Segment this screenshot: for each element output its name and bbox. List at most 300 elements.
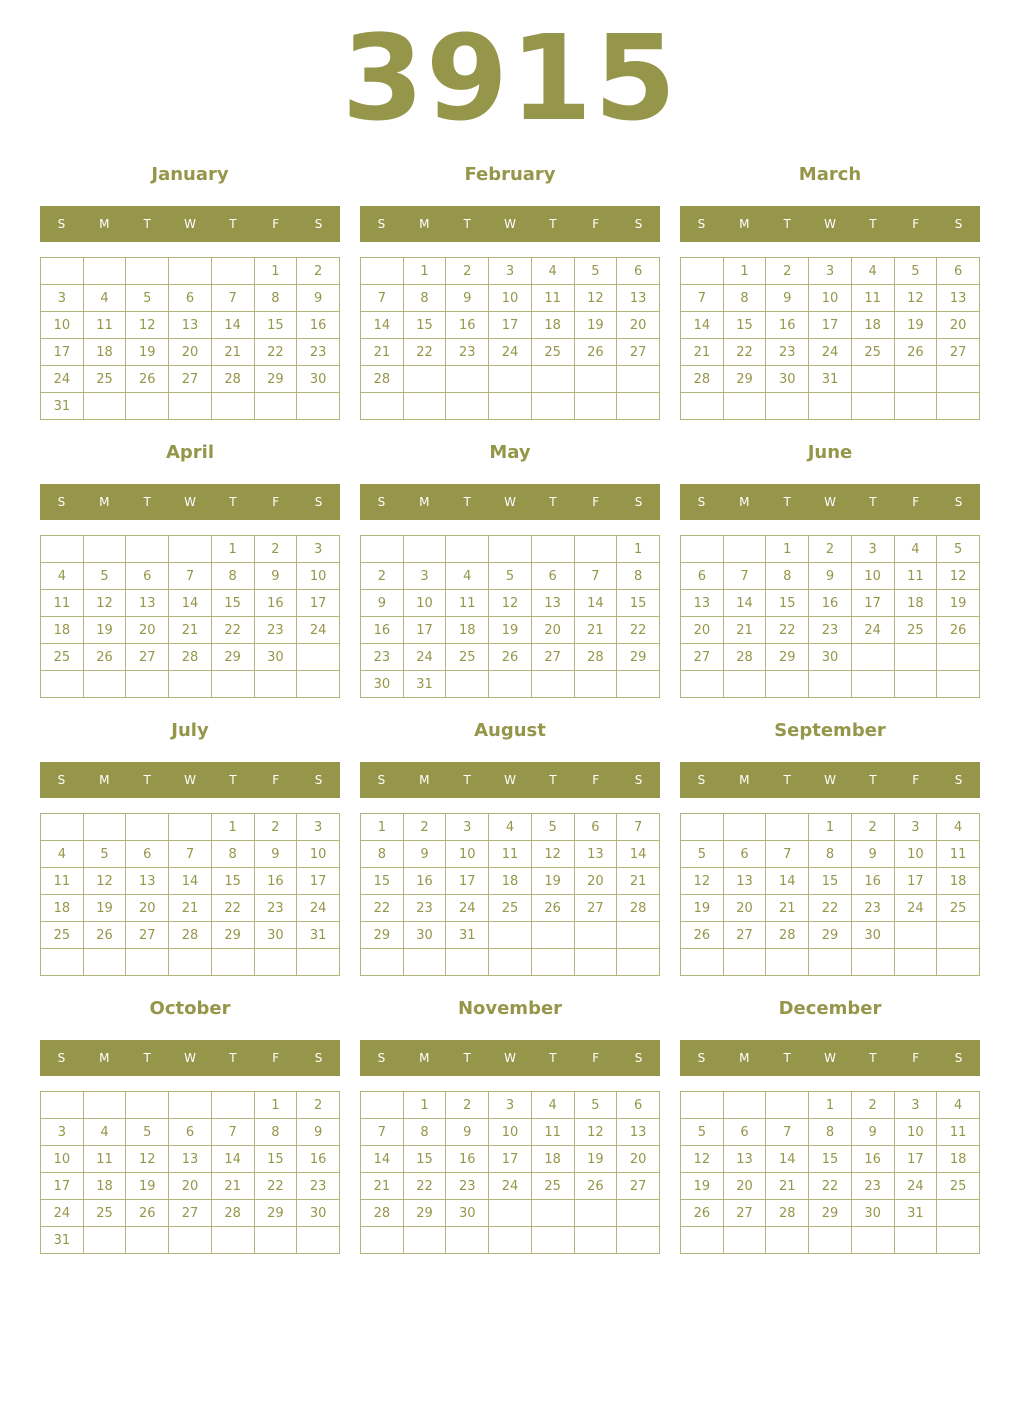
week-row xyxy=(361,285,660,312)
day-cell: 18 xyxy=(489,868,532,895)
day-cell xyxy=(851,949,894,976)
weekday-label: T xyxy=(783,217,791,231)
day-cell xyxy=(809,671,852,698)
day-cell: 12 xyxy=(489,590,532,617)
day-cell: 26 xyxy=(681,922,724,949)
day-cell xyxy=(531,1200,574,1227)
day-cell: 17 xyxy=(851,590,894,617)
week-row xyxy=(361,841,660,868)
day-cell: 8 xyxy=(403,1119,446,1146)
day-cell: 2 xyxy=(809,536,852,563)
day-cell: 6 xyxy=(126,563,169,590)
day-cell xyxy=(766,1227,809,1254)
day-cell xyxy=(403,366,446,393)
day-cell xyxy=(254,949,297,976)
day-cell: 16 xyxy=(766,312,809,339)
month-name: July xyxy=(171,720,209,741)
weekday-header xyxy=(40,484,340,520)
day-cell: 24 xyxy=(297,617,340,644)
day-cell: 24 xyxy=(41,1200,84,1227)
weekday-label: T xyxy=(549,773,557,787)
day-cell xyxy=(211,671,254,698)
day-cell: 3 xyxy=(894,814,937,841)
day-cell: 17 xyxy=(894,1146,937,1173)
day-cell xyxy=(446,366,489,393)
day-cell: 31 xyxy=(894,1200,937,1227)
weekday-label: S xyxy=(697,495,706,509)
day-cell: 1 xyxy=(211,814,254,841)
day-cell: 14 xyxy=(361,1146,404,1173)
weekday-label: T xyxy=(229,495,237,509)
weekday-label: S xyxy=(377,773,386,787)
day-cell: 22 xyxy=(211,895,254,922)
day-cell: 3 xyxy=(297,536,340,563)
day-cell xyxy=(894,922,937,949)
day-cell: 20 xyxy=(574,868,617,895)
day-cell xyxy=(574,393,617,420)
day-cell xyxy=(361,1092,404,1119)
week-row xyxy=(41,1200,340,1227)
day-cell: 14 xyxy=(723,590,766,617)
day-cell: 19 xyxy=(574,1146,617,1173)
day-cell: 7 xyxy=(681,285,724,312)
day-cell xyxy=(83,258,126,285)
day-cell: 30 xyxy=(297,1200,340,1227)
weekday-label: T xyxy=(549,495,557,509)
day-cell xyxy=(169,1092,212,1119)
month-name: February xyxy=(464,164,556,185)
day-cell: 28 xyxy=(169,922,212,949)
day-cell xyxy=(766,671,809,698)
day-cell: 1 xyxy=(211,536,254,563)
day-cell: 5 xyxy=(894,258,937,285)
day-cell: 10 xyxy=(894,1119,937,1146)
day-cell: 25 xyxy=(937,1173,980,1200)
day-cell xyxy=(446,393,489,420)
day-cell xyxy=(489,393,532,420)
day-cell xyxy=(361,258,404,285)
day-cell: 21 xyxy=(211,1173,254,1200)
day-cell: 19 xyxy=(489,617,532,644)
weekday-label: F xyxy=(272,1051,280,1065)
week-row xyxy=(681,285,980,312)
week-row xyxy=(361,814,660,841)
day-cell xyxy=(681,814,724,841)
week-row xyxy=(361,339,660,366)
day-cell: 3 xyxy=(41,1119,84,1146)
day-cell: 2 xyxy=(254,814,297,841)
day-cell: 19 xyxy=(937,590,980,617)
day-cell: 6 xyxy=(169,285,212,312)
day-cell: 17 xyxy=(403,617,446,644)
weekday-label: F xyxy=(592,495,600,509)
day-cell xyxy=(41,949,84,976)
day-cell: 30 xyxy=(446,1200,489,1227)
day-cell: 13 xyxy=(937,285,980,312)
day-cell: 13 xyxy=(723,868,766,895)
day-cell: 28 xyxy=(766,1200,809,1227)
day-cell: 19 xyxy=(574,312,617,339)
weekday-label: W xyxy=(184,1051,196,1065)
day-cell: 21 xyxy=(766,1173,809,1200)
week-row xyxy=(41,814,340,841)
day-cell xyxy=(937,644,980,671)
weekday-label: W xyxy=(504,773,516,787)
day-cell: 19 xyxy=(894,312,937,339)
week-row xyxy=(41,258,340,285)
day-cell: 26 xyxy=(574,339,617,366)
day-cell xyxy=(531,366,574,393)
week-row xyxy=(41,895,340,922)
day-cell: 6 xyxy=(126,841,169,868)
day-cell xyxy=(851,1227,894,1254)
day-grid xyxy=(680,813,980,976)
day-cell xyxy=(531,1227,574,1254)
week-row xyxy=(361,590,660,617)
day-cell: 30 xyxy=(809,644,852,671)
weekday-label: W xyxy=(184,217,196,231)
day-cell: 30 xyxy=(851,922,894,949)
day-cell xyxy=(809,1227,852,1254)
day-cell: 8 xyxy=(211,841,254,868)
day-cell: 7 xyxy=(169,563,212,590)
day-cell: 5 xyxy=(937,536,980,563)
week-row xyxy=(361,922,660,949)
day-cell: 27 xyxy=(126,922,169,949)
day-cell: 17 xyxy=(446,868,489,895)
day-cell: 27 xyxy=(574,895,617,922)
weekday-label: T xyxy=(783,1051,791,1065)
day-cell xyxy=(446,536,489,563)
week-row xyxy=(361,1119,660,1146)
day-cell: 7 xyxy=(766,841,809,868)
day-cell: 20 xyxy=(681,617,724,644)
day-cell: 15 xyxy=(254,1146,297,1173)
day-cell xyxy=(617,1227,660,1254)
day-cell xyxy=(403,949,446,976)
day-cell: 3 xyxy=(489,258,532,285)
week-row xyxy=(681,841,980,868)
day-cell xyxy=(574,671,617,698)
day-cell: 11 xyxy=(937,1119,980,1146)
weekday-label: T xyxy=(869,495,877,509)
week-row xyxy=(41,644,340,671)
day-cell: 3 xyxy=(894,1092,937,1119)
day-cell: 27 xyxy=(723,1200,766,1227)
weekday-label: F xyxy=(592,1051,600,1065)
year-title: 3915 xyxy=(341,9,679,147)
weekday-label: F xyxy=(272,217,280,231)
day-cell: 5 xyxy=(681,1119,724,1146)
day-cell: 4 xyxy=(531,258,574,285)
day-cell xyxy=(937,922,980,949)
day-cell: 7 xyxy=(617,814,660,841)
day-cell: 18 xyxy=(937,1146,980,1173)
day-cell: 17 xyxy=(809,312,852,339)
week-row xyxy=(681,895,980,922)
day-cell: 18 xyxy=(83,339,126,366)
day-cell: 10 xyxy=(894,841,937,868)
day-cell: 14 xyxy=(574,590,617,617)
week-row xyxy=(681,949,980,976)
day-cell xyxy=(681,1227,724,1254)
weekday-label: S xyxy=(634,1051,643,1065)
day-cell xyxy=(531,536,574,563)
week-row xyxy=(41,393,340,420)
day-cell: 31 xyxy=(297,922,340,949)
day-cell xyxy=(894,393,937,420)
day-cell: 28 xyxy=(361,366,404,393)
week-row xyxy=(41,536,340,563)
day-cell: 10 xyxy=(403,590,446,617)
day-cell: 16 xyxy=(254,590,297,617)
day-cell: 26 xyxy=(126,1200,169,1227)
day-cell xyxy=(403,536,446,563)
day-cell: 23 xyxy=(446,339,489,366)
day-cell: 27 xyxy=(937,339,980,366)
day-cell xyxy=(211,1092,254,1119)
weekday-label: T xyxy=(143,1051,151,1065)
day-cell xyxy=(83,949,126,976)
day-cell: 15 xyxy=(809,1146,852,1173)
day-cell xyxy=(211,258,254,285)
day-cell: 7 xyxy=(211,1119,254,1146)
day-cell: 6 xyxy=(169,1119,212,1146)
day-cell: 26 xyxy=(894,339,937,366)
day-cell: 24 xyxy=(297,895,340,922)
day-cell: 2 xyxy=(766,258,809,285)
day-cell: 20 xyxy=(723,895,766,922)
day-cell: 29 xyxy=(809,1200,852,1227)
day-cell: 4 xyxy=(937,814,980,841)
day-cell: 13 xyxy=(617,285,660,312)
month-name: June xyxy=(807,442,853,463)
day-cell: 6 xyxy=(723,1119,766,1146)
month-name: October xyxy=(149,998,231,1019)
day-cell xyxy=(894,671,937,698)
weekday-label: T xyxy=(869,773,877,787)
day-cell xyxy=(169,814,212,841)
day-cell: 12 xyxy=(126,1146,169,1173)
day-cell: 27 xyxy=(169,366,212,393)
weekday-label: M xyxy=(739,495,750,509)
day-cell: 22 xyxy=(211,617,254,644)
weekday-label: S xyxy=(57,1051,66,1065)
day-cell: 20 xyxy=(169,1173,212,1200)
day-cell: 8 xyxy=(254,285,297,312)
weekday-label: S xyxy=(314,217,323,231)
weekday-label: S xyxy=(57,217,66,231)
day-cell: 7 xyxy=(574,563,617,590)
day-cell xyxy=(211,949,254,976)
day-cell: 30 xyxy=(254,922,297,949)
day-cell: 6 xyxy=(937,258,980,285)
day-cell: 13 xyxy=(574,841,617,868)
day-cell: 4 xyxy=(894,536,937,563)
weekday-header xyxy=(680,206,980,242)
day-cell xyxy=(531,393,574,420)
day-cell: 8 xyxy=(766,563,809,590)
weekday-label: S xyxy=(377,217,386,231)
day-cell: 21 xyxy=(361,1173,404,1200)
day-cell: 16 xyxy=(446,312,489,339)
day-cell: 28 xyxy=(211,366,254,393)
weekday-label: T xyxy=(783,773,791,787)
day-grid xyxy=(360,813,660,976)
day-cell: 23 xyxy=(851,895,894,922)
day-cell: 20 xyxy=(531,617,574,644)
day-cell: 2 xyxy=(361,563,404,590)
day-cell: 2 xyxy=(446,258,489,285)
day-cell: 29 xyxy=(766,644,809,671)
day-cell: 27 xyxy=(723,922,766,949)
day-cell: 15 xyxy=(361,868,404,895)
week-row xyxy=(681,1200,980,1227)
day-cell: 31 xyxy=(809,366,852,393)
day-cell: 28 xyxy=(766,922,809,949)
day-cell xyxy=(617,393,660,420)
day-cell xyxy=(894,644,937,671)
day-cell xyxy=(574,922,617,949)
day-cell: 3 xyxy=(403,563,446,590)
day-cell xyxy=(531,671,574,698)
day-cell: 16 xyxy=(361,617,404,644)
day-cell: 10 xyxy=(446,841,489,868)
weekday-label: M xyxy=(99,217,110,231)
day-cell xyxy=(574,366,617,393)
day-cell: 9 xyxy=(403,841,446,868)
weekday-label: W xyxy=(824,495,836,509)
week-row xyxy=(41,617,340,644)
day-cell: 17 xyxy=(297,868,340,895)
day-cell: 25 xyxy=(41,644,84,671)
weekday-label: W xyxy=(184,495,196,509)
day-cell: 19 xyxy=(531,868,574,895)
week-row xyxy=(41,868,340,895)
day-cell xyxy=(723,536,766,563)
day-cell xyxy=(723,671,766,698)
month-name: May xyxy=(489,442,531,463)
weekday-label: S xyxy=(634,773,643,787)
day-cell: 20 xyxy=(723,1173,766,1200)
week-row xyxy=(361,617,660,644)
week-row xyxy=(41,841,340,868)
week-row xyxy=(681,922,980,949)
day-cell xyxy=(169,949,212,976)
day-cell xyxy=(41,258,84,285)
weekday-label: T xyxy=(463,217,471,231)
day-cell xyxy=(211,1227,254,1254)
day-cell: 5 xyxy=(126,285,169,312)
day-cell xyxy=(254,671,297,698)
day-cell: 18 xyxy=(531,312,574,339)
day-cell: 2 xyxy=(851,814,894,841)
weekday-label: S xyxy=(954,217,963,231)
weekday-label: F xyxy=(272,773,280,787)
month-name: September xyxy=(774,720,886,741)
weekday-label: W xyxy=(504,495,516,509)
day-cell: 30 xyxy=(766,366,809,393)
day-cell xyxy=(489,536,532,563)
day-cell: 16 xyxy=(851,868,894,895)
weekday-label: M xyxy=(99,495,110,509)
day-cell: 18 xyxy=(41,617,84,644)
weekday-label: W xyxy=(824,773,836,787)
week-row xyxy=(41,671,340,698)
day-cell: 8 xyxy=(809,1119,852,1146)
day-cell: 15 xyxy=(766,590,809,617)
day-cell: 9 xyxy=(809,563,852,590)
weekday-label: S xyxy=(57,773,66,787)
day-cell xyxy=(723,949,766,976)
day-cell: 28 xyxy=(361,1200,404,1227)
day-cell: 1 xyxy=(254,258,297,285)
weekday-label: S xyxy=(377,1051,386,1065)
week-row xyxy=(681,644,980,671)
weekday-label: F xyxy=(592,217,600,231)
day-cell: 29 xyxy=(723,366,766,393)
week-row xyxy=(361,258,660,285)
day-grid xyxy=(360,1091,660,1254)
day-cell xyxy=(83,814,126,841)
day-cell xyxy=(169,393,212,420)
weekday-label: T xyxy=(143,495,151,509)
week-row xyxy=(361,312,660,339)
day-cell: 7 xyxy=(723,563,766,590)
day-cell: 24 xyxy=(403,644,446,671)
day-cell: 18 xyxy=(446,617,489,644)
day-cell: 7 xyxy=(766,1119,809,1146)
day-cell: 25 xyxy=(489,895,532,922)
day-cell: 23 xyxy=(297,1173,340,1200)
day-cell: 11 xyxy=(446,590,489,617)
weekday-label: T xyxy=(549,217,557,231)
day-cell: 28 xyxy=(617,895,660,922)
day-cell: 28 xyxy=(211,1200,254,1227)
day-cell xyxy=(297,644,340,671)
day-cell xyxy=(83,393,126,420)
day-cell: 19 xyxy=(83,617,126,644)
day-cell xyxy=(851,366,894,393)
day-cell xyxy=(403,1227,446,1254)
day-cell xyxy=(766,814,809,841)
weekday-label: M xyxy=(99,1051,110,1065)
day-cell: 3 xyxy=(41,285,84,312)
day-cell: 1 xyxy=(617,536,660,563)
weekday-header xyxy=(40,206,340,242)
day-cell: 13 xyxy=(681,590,724,617)
weekday-header xyxy=(40,762,340,798)
day-cell: 19 xyxy=(83,895,126,922)
day-cell: 22 xyxy=(617,617,660,644)
weekday-label: T xyxy=(143,773,151,787)
day-cell: 28 xyxy=(169,644,212,671)
day-cell: 14 xyxy=(169,868,212,895)
day-cell xyxy=(937,366,980,393)
day-cell: 5 xyxy=(681,841,724,868)
weekday-header xyxy=(680,1040,980,1076)
weekday-label: S xyxy=(697,1051,706,1065)
weekday-label: T xyxy=(229,1051,237,1065)
day-cell xyxy=(617,922,660,949)
day-cell xyxy=(617,1200,660,1227)
week-row xyxy=(681,1092,980,1119)
day-cell: 15 xyxy=(809,868,852,895)
day-cell: 23 xyxy=(809,617,852,644)
weekday-label: W xyxy=(504,217,516,231)
day-grid xyxy=(360,535,660,698)
day-cell xyxy=(83,671,126,698)
